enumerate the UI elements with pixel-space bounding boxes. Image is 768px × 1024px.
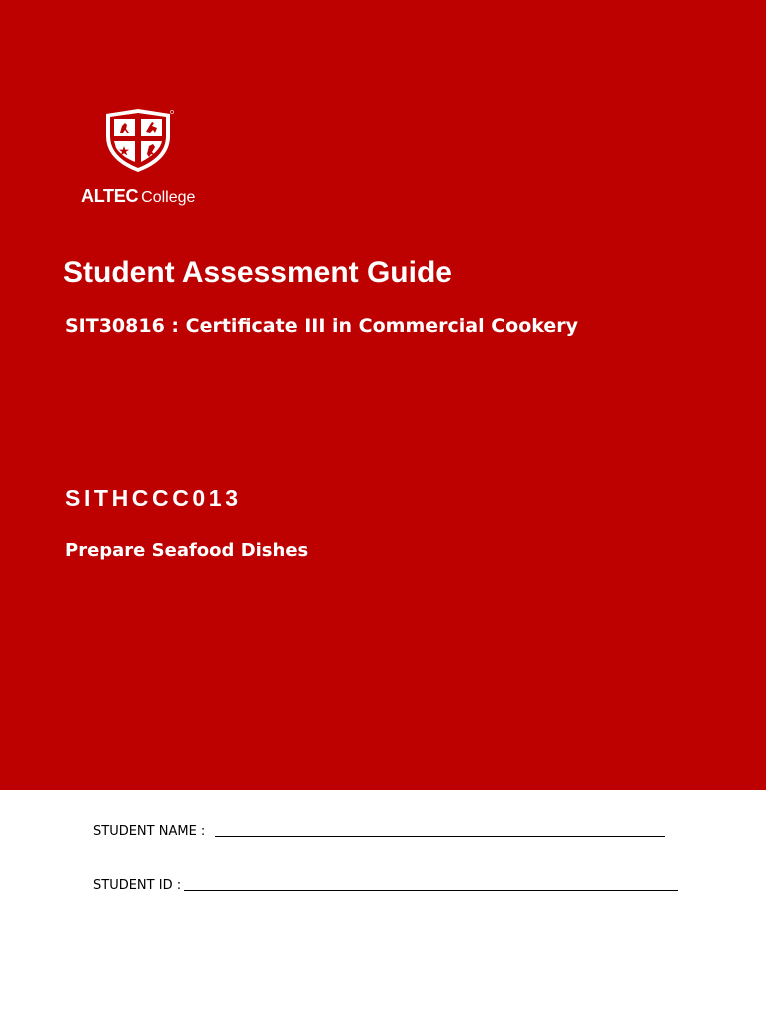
college-wordmark: [81, 186, 195, 207]
student-name-label: STUDENT NAME :: [93, 824, 206, 839]
student-id-label: STUDENT ID :: [93, 878, 182, 893]
brand-name: ALTEC: [81, 186, 139, 206]
unit-name: Prepare Seafood Dishes: [65, 540, 309, 561]
shield-crest-icon: [100, 106, 176, 178]
unit-code: SITHCCC013: [65, 485, 242, 511]
brand-suffix: College: [141, 189, 196, 206]
student-name-row: [93, 822, 665, 839]
student-id-field[interactable]: [184, 876, 678, 891]
document-title: Student Assessment Guide: [63, 256, 452, 289]
qualification-subtitle: SIT30816 : Certificate III in Commercial Cookery: [65, 315, 579, 337]
college-logo: [78, 106, 198, 214]
student-id-row: [93, 876, 678, 893]
student-name-field[interactable]: [215, 822, 665, 837]
